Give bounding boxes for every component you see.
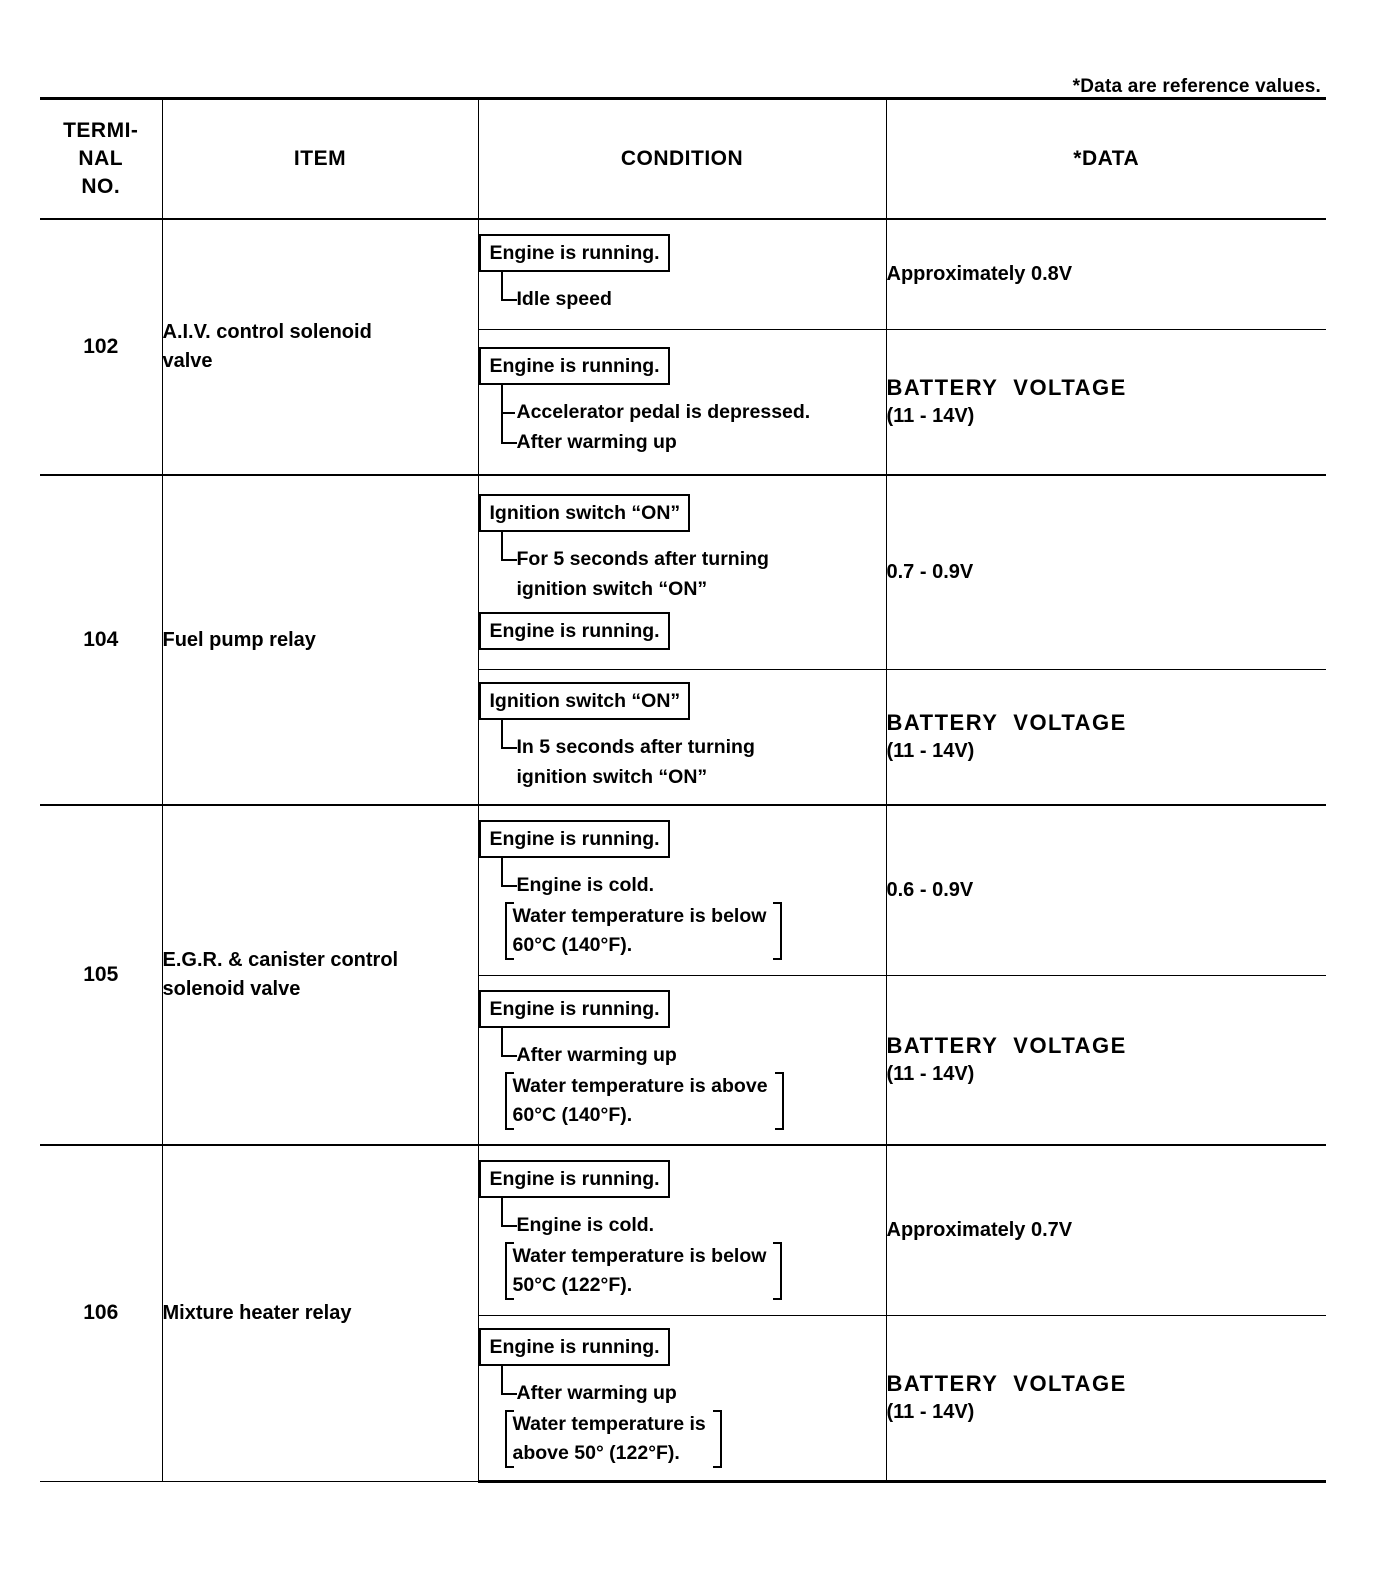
connector-line: [501, 1366, 517, 1395]
condition-detail-line: After warming up: [516, 1381, 677, 1404]
condition-cell: [478, 329, 886, 475]
condition-block: [479, 1160, 886, 1300]
connector-line: [501, 532, 517, 561]
table-row: [40, 475, 1326, 669]
condition-block: [479, 820, 886, 960]
data-value: [886, 1315, 1326, 1481]
connector-tick: [501, 412, 515, 414]
condition-cell: [478, 1145, 886, 1315]
condition-block: [479, 234, 886, 314]
data-value: [886, 219, 1326, 329]
terminal-number: 106: [40, 1145, 162, 1481]
data-value-line: (11 - 14V): [886, 739, 975, 762]
condition-detail-line: In 5 seconds after turning: [516, 735, 755, 758]
terminal-data-table: [40, 97, 1326, 1483]
temperature-note-line: 50°C (122°F).: [512, 1274, 633, 1297]
data-value-line: 0.7 - 0.9V: [886, 560, 974, 583]
data-value-line: (11 - 14V): [886, 1062, 975, 1085]
item-name-line: Fuel pump relay: [162, 628, 316, 651]
condition-cell: [478, 805, 886, 975]
condition-detail-line: Accelerator pedal is depressed.: [516, 400, 811, 423]
data-value-line: (11 - 14V): [886, 404, 975, 427]
data-value-line: BATTERY VOLTAGE: [886, 374, 1127, 400]
condition-detail-line: ignition switch “ON”: [516, 765, 708, 788]
condition-detail-line: After warming up: [516, 430, 677, 453]
condition-box: Engine is running.: [479, 820, 670, 858]
temperature-note-line: 60°C (140°F).: [512, 934, 633, 957]
header-terminal-no: TERMI- NAL NO.: [40, 99, 162, 220]
condition-cell: [478, 975, 886, 1145]
condition-box: Ignition switch “ON”: [479, 494, 691, 532]
data-value-line: Approximately 0.8V: [886, 262, 1073, 285]
condition-detail-line: ignition switch “ON”: [516, 578, 708, 601]
header-condition: CONDITION: [478, 99, 886, 220]
condition-block: [479, 682, 886, 792]
temperature-note: [505, 902, 783, 960]
condition-detail-line: After warming up: [516, 1043, 677, 1066]
reference-note: *Data are reference values.: [1072, 76, 1321, 97]
table-row: [40, 219, 1326, 329]
connector-line: [501, 1028, 517, 1057]
item-name-line: valve: [162, 350, 213, 372]
temperature-note-line: Water temperature is below: [512, 905, 767, 928]
condition-detail: [517, 720, 886, 792]
condition-detail: [517, 1366, 886, 1408]
item-name: [162, 219, 478, 475]
data-value: [886, 669, 1326, 805]
data-value: [886, 975, 1326, 1145]
connector-line: [501, 858, 517, 887]
condition-cell: [478, 669, 886, 805]
condition-block: [479, 990, 886, 1130]
data-value-line: 0.6 - 0.9V: [886, 878, 974, 901]
item-name: [162, 1145, 478, 1481]
condition-box: Engine is running.: [479, 1160, 670, 1198]
condition-detail: [517, 858, 886, 900]
condition-block: [479, 612, 886, 650]
condition-detail-line: Idle speed: [516, 288, 612, 311]
condition-box: Engine is running.: [479, 1328, 670, 1366]
condition-detail: [517, 385, 886, 457]
condition-box: Engine is running.: [479, 347, 670, 385]
condition-block: [479, 347, 886, 457]
data-value-line: BATTERY VOLTAGE: [886, 1032, 1127, 1058]
condition-detail: [517, 1198, 886, 1240]
condition-block: [479, 494, 886, 604]
item-name-line: solenoid valve: [162, 978, 301, 1000]
condition-box: Engine is running.: [479, 612, 670, 650]
connector-line: [501, 720, 517, 749]
connector-line: [501, 272, 517, 301]
table-row: [40, 805, 1326, 975]
terminal-number: 102: [40, 219, 162, 475]
condition-box: Ignition switch “ON”: [479, 682, 691, 720]
data-value-line: BATTERY VOLTAGE: [886, 1370, 1127, 1396]
temperature-note-line: above 50° (122°F).: [512, 1441, 680, 1464]
item-name: [162, 475, 478, 805]
data-value: [886, 1145, 1326, 1315]
item-name: [162, 805, 478, 1145]
data-value: [886, 475, 1326, 669]
item-name-line: Mixture heater relay: [162, 1301, 352, 1324]
item-name-line: E.G.R. & canister control: [162, 949, 399, 971]
temperature-note-line: Water temperature is above: [512, 1074, 768, 1097]
temperature-note-line: 60°C (140°F).: [512, 1103, 633, 1126]
condition-detail: [517, 272, 886, 314]
data-value-line: (11 - 14V): [886, 1400, 975, 1423]
temperature-note: [505, 1072, 784, 1130]
header-item: ITEM: [162, 99, 478, 220]
terminal-number: 104: [40, 475, 162, 805]
data-value-line: BATTERY VOLTAGE: [886, 709, 1127, 735]
condition-detail-line: For 5 seconds after turning: [516, 548, 769, 571]
condition-detail: [517, 532, 886, 604]
temperature-note-line: Water temperature is: [512, 1412, 706, 1435]
condition-detail-line: Engine is cold.: [516, 874, 655, 897]
condition-detail-line: Engine is cold.: [516, 1214, 655, 1237]
data-value: [886, 805, 1326, 975]
condition-block: [479, 1328, 886, 1468]
data-value-line: Approximately 0.7V: [886, 1218, 1073, 1241]
condition-cell: [478, 219, 886, 329]
header-data: *DATA: [886, 99, 1326, 220]
item-name-line: A.I.V. control solenoid: [162, 321, 372, 343]
condition-box: Engine is running.: [479, 234, 670, 272]
table-row: [40, 1145, 1326, 1315]
temperature-note: [505, 1410, 722, 1468]
condition-cell: [478, 475, 886, 669]
table-header-row: [40, 99, 1326, 220]
data-value: [886, 329, 1326, 475]
temperature-note-line: Water temperature is below: [512, 1245, 767, 1268]
condition-detail: [517, 1028, 886, 1070]
condition-cell: [478, 1315, 886, 1481]
condition-box: Engine is running.: [479, 990, 670, 1028]
connector-line: [501, 385, 517, 444]
connector-line: [501, 1198, 517, 1227]
temperature-note: [505, 1242, 783, 1300]
terminal-number: 105: [40, 805, 162, 1145]
